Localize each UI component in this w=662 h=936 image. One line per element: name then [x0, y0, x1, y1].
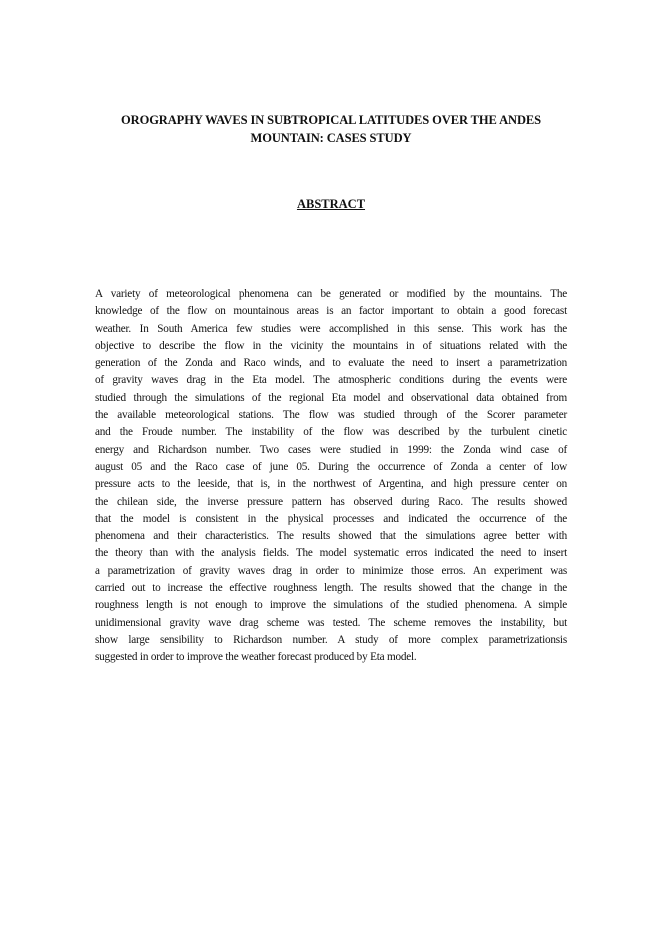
abstract-line: weather. In South America few studies were accomplished in this sense. This work has the [95, 322, 567, 335]
abstract-line: carried out to increase the effective roughness length. The results showed that the change in the [95, 582, 567, 595]
abstract-line: the chilean side, the inverse pressure pattern has observed during Raco. The results showed [95, 495, 567, 508]
abstract-line: and the Froude number. The instability of the flow was described by the turbulent cinetic [95, 426, 567, 439]
abstract-line: show large sensibility to Richardson number. A study of more complex parametrizationsis [95, 633, 567, 646]
abstract-line: unidimensional gravity wave drag scheme was tested. The scheme removes the instability, but [95, 616, 567, 629]
abstract-line: objective to describe the flow in the vicinity the mountains in of situations related with the [95, 339, 567, 352]
paper-title-line-2: MOUNTAIN: CASES STUDY [250, 131, 412, 145]
abstract-line: knowledge of the flow on mountainous areas is an factor important to obtain a good forecast [95, 305, 567, 318]
abstract-line: that the model is consistent in the physical processes and indicated the occurrence of the [95, 512, 567, 525]
abstract-heading: ABSTRACT [296, 197, 366, 211]
abstract-line: A variety of meteorological phenomena can be generated or modified by the mountains. The [95, 288, 567, 300]
abstract-line: of gravity waves drag in the Eta model. The atmospheric conditions during the events were [95, 374, 567, 387]
abstract-line: generation of the Zonda and Raco winds, and to evaluate the need to insert a parametrization [95, 357, 567, 370]
abstract-body [95, 286, 567, 667]
abstract-line: energy and Richardson number. Two cases were studied in 1999: the Zonda wind case of [95, 443, 567, 456]
abstract-line: phenomena and their characteristics. The results showed that the simulations agree better with [95, 530, 567, 543]
paper-title [95, 111, 567, 147]
abstract-line: the theory than with the analysis fields. The model systematic erros indicated the need to insert [95, 547, 567, 560]
abstract-line: a parametrization of gravity waves drag in order to minimize those erros. An experiment was [95, 564, 567, 577]
abstract-line: august 05 and the Raco case of june 05. During the occurrence of Zonda a center of low [95, 460, 567, 473]
abstract-line: studied through the simulations of the regional Eta model and observational data obtained from [95, 391, 567, 404]
abstract-line: suggested in order to improve the weather forecast produced by Eta model. [95, 651, 417, 664]
abstract-line: pressure acts to the leeside, that is, in the northwest of Argentina, and high pressure center on [95, 478, 567, 491]
paper-title-line-1: OROGRAPHY WAVES IN SUBTROPICAL LATITUDES OVER THE ANDES [121, 113, 541, 127]
abstract-line: roughness length is not enough to improve the simulations of the studied phenomena. A simple [95, 599, 567, 612]
abstract-line: the available meteorological stations. The flow was studied through of the Scorer parameter [95, 409, 567, 422]
